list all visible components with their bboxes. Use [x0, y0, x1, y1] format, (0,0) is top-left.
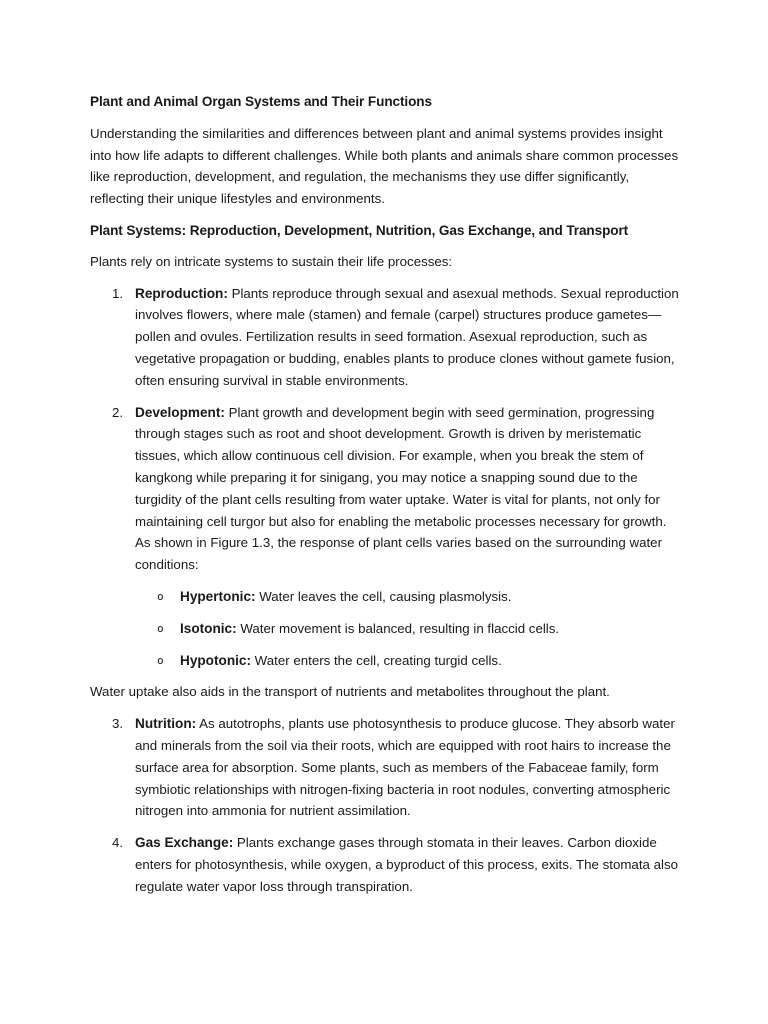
list-item-nutrition [90, 713, 680, 822]
sublist-item-hypertonic [135, 586, 680, 608]
list-item-reproduction [90, 283, 680, 392]
document-page [90, 90, 680, 908]
sublist-item-isotonic [135, 618, 680, 640]
list-item-development [90, 402, 680, 672]
list-term: Reproduction: [135, 285, 228, 301]
list-term: Nutrition: [135, 716, 197, 732]
tonicity-sublist [135, 586, 680, 671]
section-title: Plant Systems: Reproduction, Development, Nutrition, Gas Exchange, and Transport [90, 222, 629, 238]
sublist-bullet: o [157, 621, 164, 635]
list-number: 3. [112, 716, 124, 732]
sublist-term: Isotonic: [180, 620, 237, 636]
list-text: Plants reproduce through sexual and asexual methods. Sexual reproduction involves flowers, where male (stamen) and female (carpel) structures produce gametes—pollen and ovules. Fertilization results in seed formation. Asexual reproduction, such as vegetative propagation or budding, enables plants to produce clones without gamete fusion, often ensuring survival in stable environments. [135, 285, 679, 388]
lead-paragraph: Plants rely on intricate systems to sustain their life processes: [90, 253, 453, 269]
water-uptake-paragraph: Water uptake also aids in the transport of nutrients and metabolites throughout the plant. [90, 684, 610, 700]
systems-list-part-2 [90, 713, 680, 897]
list-term: Development: [135, 404, 225, 420]
list-term: Gas Exchange: [135, 835, 234, 851]
sublist-bullet: o [157, 589, 164, 603]
sublist-item-hypotonic [135, 650, 680, 672]
list-text: Plants exchange gases through stomata in their leaves. Carbon dioxide enters for photosynthesis, while oxygen, a byproduct of this process, exits. The stomata also regulate water vapor loss through transpiration. [135, 835, 678, 894]
sublist-bullet: o [157, 653, 164, 667]
sublist-term: Hypotonic: [180, 652, 251, 668]
list-number: 1. [112, 285, 124, 301]
sublist-text: Water leaves the cell, causing plasmolysis. [255, 588, 512, 604]
list-number: 2. [112, 404, 124, 420]
list-number: 4. [112, 835, 124, 851]
document-title: Plant and Animal Organ Systems and Their Functions [90, 94, 432, 109]
sublist-text: Water movement is balanced, resulting in flaccid cells. [236, 620, 560, 636]
systems-list-part-1 [90, 283, 680, 672]
intro-paragraph: Understanding the similarities and differences between plant and animal systems provides insight into how life adapts to different challenges. While both plants and animals share common processes like reproduction, development, and regulation, the mechanisms they use differ significantly, reflecting their unique lifestyles and environments. [90, 125, 679, 207]
list-item-gas-exchange [90, 832, 680, 897]
sublist-term: Hypertonic: [180, 588, 256, 604]
list-text: As autotrophs, plants use photosynthesis to produce glucose. They absorb water and minerals from the soil via their roots, which are equipped with root hairs to increase the surface area for absorption. Some plants, such as members of the Fabaceae family, form symbiotic relationships with nitrogen-fixing bacteria in root nodules, converting atmospheric nitrogen into ammonia for nutrient assimilation. [135, 716, 675, 819]
sublist-text: Water enters the cell, creating turgid cells. [250, 652, 502, 668]
list-text: Plant growth and development begin with seed germination, progressing through stages such as root and shoot development. Growth is driven by meristematic tissues, which allow continuous cell division. For example, when you break the stem of kangkong while preparing it for sinigang, you may notice a snapping sound due to the turgidity of the plant cells resulting from water uptake. Water is vital for plants, not only for maintaining cell turgor but also for enabling the metabolic processes necessary for growth. As shown in Figure 1.3, the response of plant cells varies based on the surrounding water conditions: [135, 404, 667, 573]
